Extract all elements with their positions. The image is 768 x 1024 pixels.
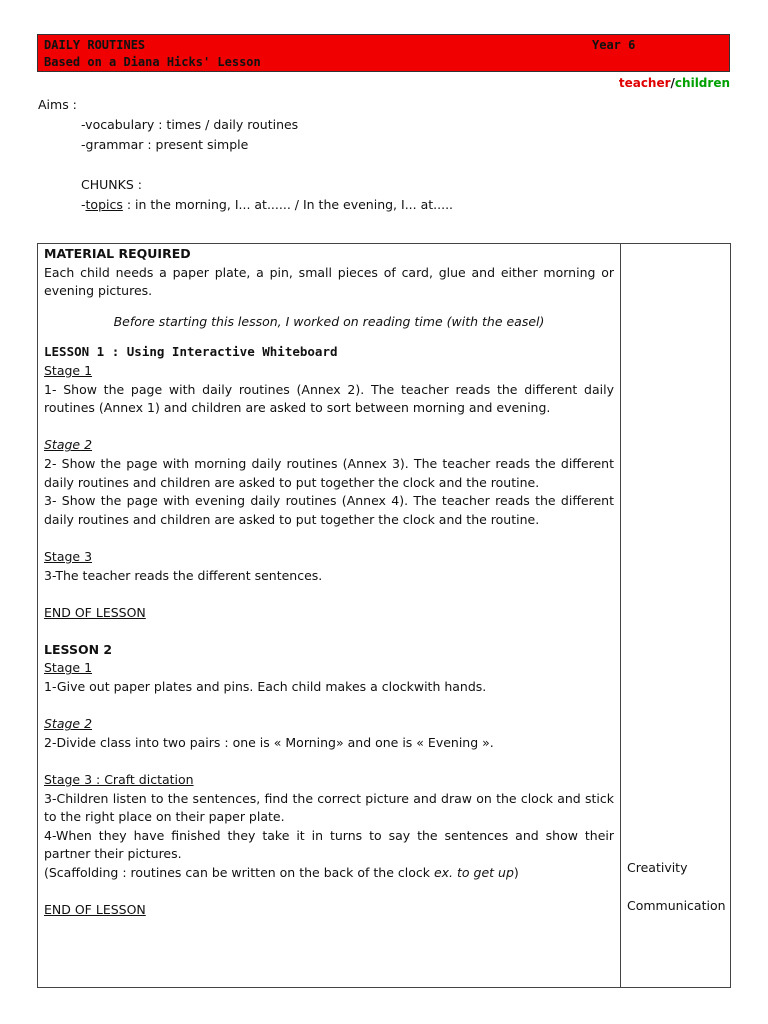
material-note: Before starting this lesson, I worked on reading time (with the easel) xyxy=(113,313,545,329)
scaffold-example: ex. to get up xyxy=(433,865,514,880)
aims-label: Aims : xyxy=(38,97,77,112)
year-label: Year 6 xyxy=(592,38,636,52)
aims-grammar: -grammar : present simple xyxy=(81,137,249,152)
lesson1-heading: LESSON 1 : Using Interactive Whiteboard xyxy=(44,344,338,360)
children-label: children xyxy=(674,76,730,90)
lesson1-step2: 2- Show the page with morning daily routines (Annex 3). The teacher reads the different daily routines and children are asked to put together the clock and the routine. xyxy=(44,455,614,490)
lesson1-step1: 1- Show the page with daily routines (Annex 2). The teacher reads the different daily routines (Annex 1) and children are asked to sort between morning and evening. xyxy=(44,381,614,416)
legend-slash: / xyxy=(670,76,675,90)
lesson1-step3: 3- Show the page with evening daily routines (Annex 4). The teacher reads the different daily routines and children are asked to put together the clock and the routine. xyxy=(44,493,614,527)
lesson2-step4: 4-When they have finished they take it in turns to say the sentences and show their partner their pictures. xyxy=(44,827,614,862)
lesson2-scaffolding: (Scaffolding : routines can be written on the back of the clock ex. to get up) xyxy=(44,865,519,880)
title-bar xyxy=(37,34,730,72)
chunks-label: CHUNKS : xyxy=(81,177,142,192)
lesson2-heading: LESSON 2 xyxy=(44,641,113,657)
lesson1-end: END OF LESSON xyxy=(44,604,146,620)
document-subtitle: Based on a Diana Hicks' Lesson xyxy=(44,55,261,69)
lesson1-stage3: Stage 3 xyxy=(44,548,93,564)
material-heading: MATERIAL REQUIRED xyxy=(44,246,191,261)
lesson1-stage2: Stage 2 xyxy=(44,437,93,453)
lesson-content xyxy=(44,245,614,920)
lesson2-step2: 2-Divide class into two pairs : one is « Morning» and one is « Evening ». xyxy=(44,734,494,750)
document-title: DAILY ROUTINES xyxy=(44,38,146,52)
aims-vocabulary: -vocabulary : times / daily routines xyxy=(81,117,299,132)
lesson2-stage2: Stage 2 xyxy=(44,716,93,732)
lesson1-stage1: Stage 1 xyxy=(44,362,93,378)
lesson1-step4: 3-The teacher reads the different sentences. xyxy=(44,567,323,583)
lesson2-step3: 3-Children listen to the sentences, find the correct picture and draw on the clock and stick to the right place on their paper plate. xyxy=(44,790,614,825)
chunks-topics: -topics : in the morning, I... at...... / In the evening, I... at..... xyxy=(81,197,454,212)
lesson2-end: END OF LESSON xyxy=(44,902,146,918)
skill-creativity: Creativity xyxy=(627,860,688,875)
lesson2-stage3: Stage 3 : Craft dictation xyxy=(44,772,194,788)
aims-section xyxy=(38,95,453,215)
teacher-label: teacher xyxy=(618,76,671,90)
column-divider xyxy=(620,244,621,987)
lesson2-stage1: Stage 1 xyxy=(44,660,93,676)
lesson-table xyxy=(37,243,731,988)
skill-communication: Communication xyxy=(627,898,726,913)
lesson2-step1: 1-Give out paper plates and pins. Each child makes a clockwith hands. xyxy=(44,679,487,695)
topics-word: topics xyxy=(85,197,123,212)
teacher-children-legend xyxy=(619,76,730,90)
material-text: Each child needs a paper plate, a pin, small pieces of card, glue and either morning or evening pictures. xyxy=(44,264,614,299)
